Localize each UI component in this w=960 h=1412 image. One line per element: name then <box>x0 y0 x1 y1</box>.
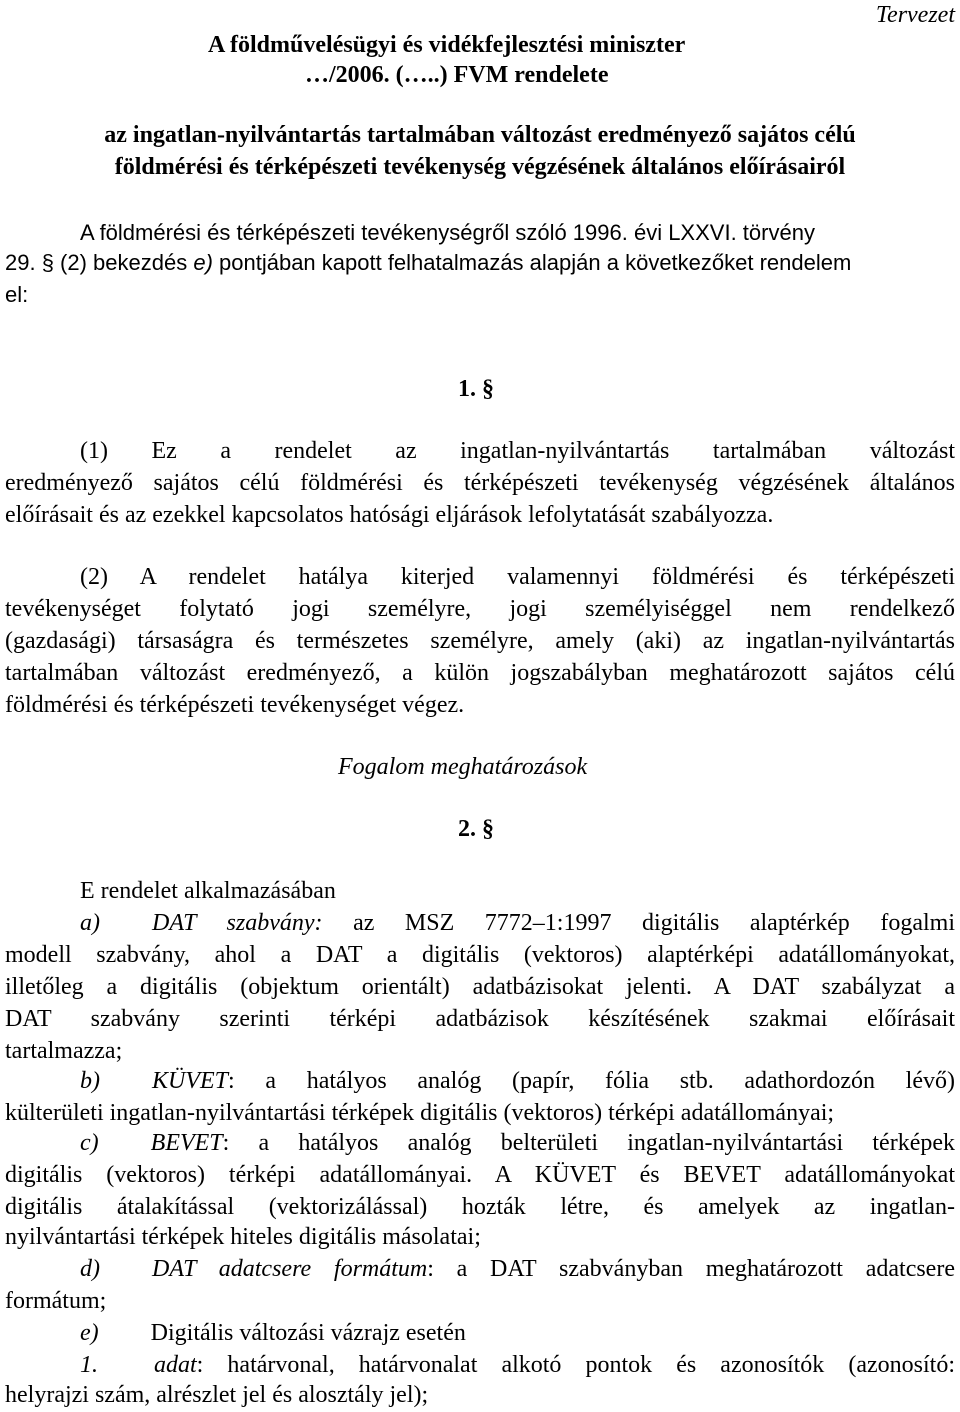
preamble-point-ref: e) <box>193 250 213 275</box>
preamble-line-2 <box>5 248 851 278</box>
preamble-text: pontjában kapott felhatalmazás alapján a következőket rendelem <box>212 250 852 275</box>
item-a-line-2: modell szabvány, ahol a DAT a digitális (vektoros) alaptérképi adatállományokat, <box>5 942 955 968</box>
item-c-line-3: digitális átalakítással (vektorizálással) hozták létre, és amelyek az ingatlan- <box>5 1194 955 1220</box>
decree-title-line-2: földmérési és térképészeti tevékenység végzésének általános előírásairól <box>114 154 846 180</box>
item-e1-term: adat <box>154 1352 197 1378</box>
item-e1-line-2: helyrajzi szám, alrészlet jel és alosztály jel); <box>5 1382 429 1408</box>
section-2-heading: 2. § <box>458 816 494 842</box>
item-c-text: : a hatályos analóg belterületi ingatlan-nyilvántartási térképek <box>222 1130 955 1156</box>
item-d-line-2: formátum; <box>5 1288 107 1314</box>
item-c-line-4: nyilvántartási térképek hiteles digitális másolatai; <box>5 1224 481 1250</box>
decree-title-line-1: az ingatlan-nyilvántartás tartalmában változást eredményező sajátos célú <box>104 122 856 148</box>
item-e1-line-1 <box>80 1350 955 1380</box>
item-b-term: KÜVET <box>152 1068 229 1094</box>
item-b-marker: b) <box>80 1068 100 1094</box>
s1-p1-line-3: előírásait és az ezekkel kapcsolatos hatósági eljárások lefolytatását szabályozza. <box>5 502 774 528</box>
preamble-text: 29. § (2) bekezdés <box>5 250 194 275</box>
item-a-line-5: tartalmazza; <box>5 1038 123 1064</box>
item-e-marker: e) <box>80 1320 99 1346</box>
preamble-line-3: el: <box>5 282 29 307</box>
s1-p1-line-2: eredményező sajátos célú földmérési és térképészeti tevékenység végzésének általános <box>5 470 955 496</box>
item-d-marker: d) <box>80 1256 100 1282</box>
item-b-line-1 <box>80 1066 955 1096</box>
item-a-term: DAT szabvány: <box>152 910 323 936</box>
draft-label: Tervezet <box>875 2 955 28</box>
item-c-marker: c) <box>80 1130 99 1156</box>
section-2-subtitle: Fogalom meghatározások <box>338 754 588 780</box>
s1-p1-line-1: (1) Ez a rendelet az ingatlan-nyilvántartás tartalmában változást <box>80 438 955 464</box>
minister-line: A földművelésügyi és vidékfejlesztési miniszter <box>208 32 686 58</box>
item-c-line-1 <box>80 1128 955 1158</box>
item-e1-marker: 1. <box>80 1352 98 1378</box>
item-d-term: DAT adatcsere formátum <box>152 1256 428 1282</box>
item-a-marker: a) <box>80 910 100 936</box>
s1-p2-line-4: tartalmában változást eredményező, a külön jogszabályban meghatározott sajátos célú <box>5 660 955 686</box>
item-c-line-2: digitális (vektoros) térképi adatállományai. A KÜVET és BEVET adatállományokat <box>5 1162 955 1188</box>
s1-p2-line-5: földmérési és térképészeti tevékenységet végez. <box>5 692 465 718</box>
item-a-line-3: illetőleg a digitális (objektum orientált) adatbázisokat jelenti. A DAT szabályzat a <box>5 974 955 1000</box>
preamble-line-1: A földmérési és térképészeti tevékenységről szóló 1996. évi LXXVI. törvény <box>80 220 815 245</box>
section-1-heading: 1. § <box>458 376 494 402</box>
decree-number: …/2006. (…..) FVM rendelete <box>305 62 609 88</box>
item-b-text: : a hatályos analóg (papír, fólia stb. adathordozón lévő) <box>228 1068 955 1094</box>
s1-p2-line-2: tevékenységet folytató jogi személyre, jogi személyiséggel nem rendelkező <box>5 596 955 622</box>
item-b-line-2: külterületi ingatlan-nyilvántartási térképek digitális (vektoros) térképi adatállományai; <box>5 1100 835 1126</box>
item-d-text: : a DAT szabványban meghatározott adatcsere <box>427 1256 955 1282</box>
s1-p2-line-1: (2) A rendelet hatálya kiterjed valamennyi földmérési és térképészeti <box>80 564 955 590</box>
item-e-line-1 <box>80 1318 466 1348</box>
item-d-line-1 <box>80 1254 955 1284</box>
item-a-text: az MSZ 7772–1:1997 digitális alaptérkép fogalmi <box>322 910 955 936</box>
item-c-term: BEVET <box>150 1130 223 1156</box>
item-a-line-4: DAT szabvány szerinti térképi adatbázisok készítésének szakmai előírásait <box>5 1006 955 1032</box>
item-a-line-1 <box>80 908 955 938</box>
section-2-intro: E rendelet alkalmazásában <box>80 878 336 904</box>
item-e-text: Digitális változási vázrajz esetén <box>150 1320 466 1346</box>
item-e1-text: : határvonal, határvonalat alkotó pontok és azonosítók (azonosító: <box>196 1352 955 1378</box>
s1-p2-line-3: (gazdasági) társaságra és természetes személyre, amely (aki) az ingatlan-nyilvántartás <box>5 628 955 654</box>
